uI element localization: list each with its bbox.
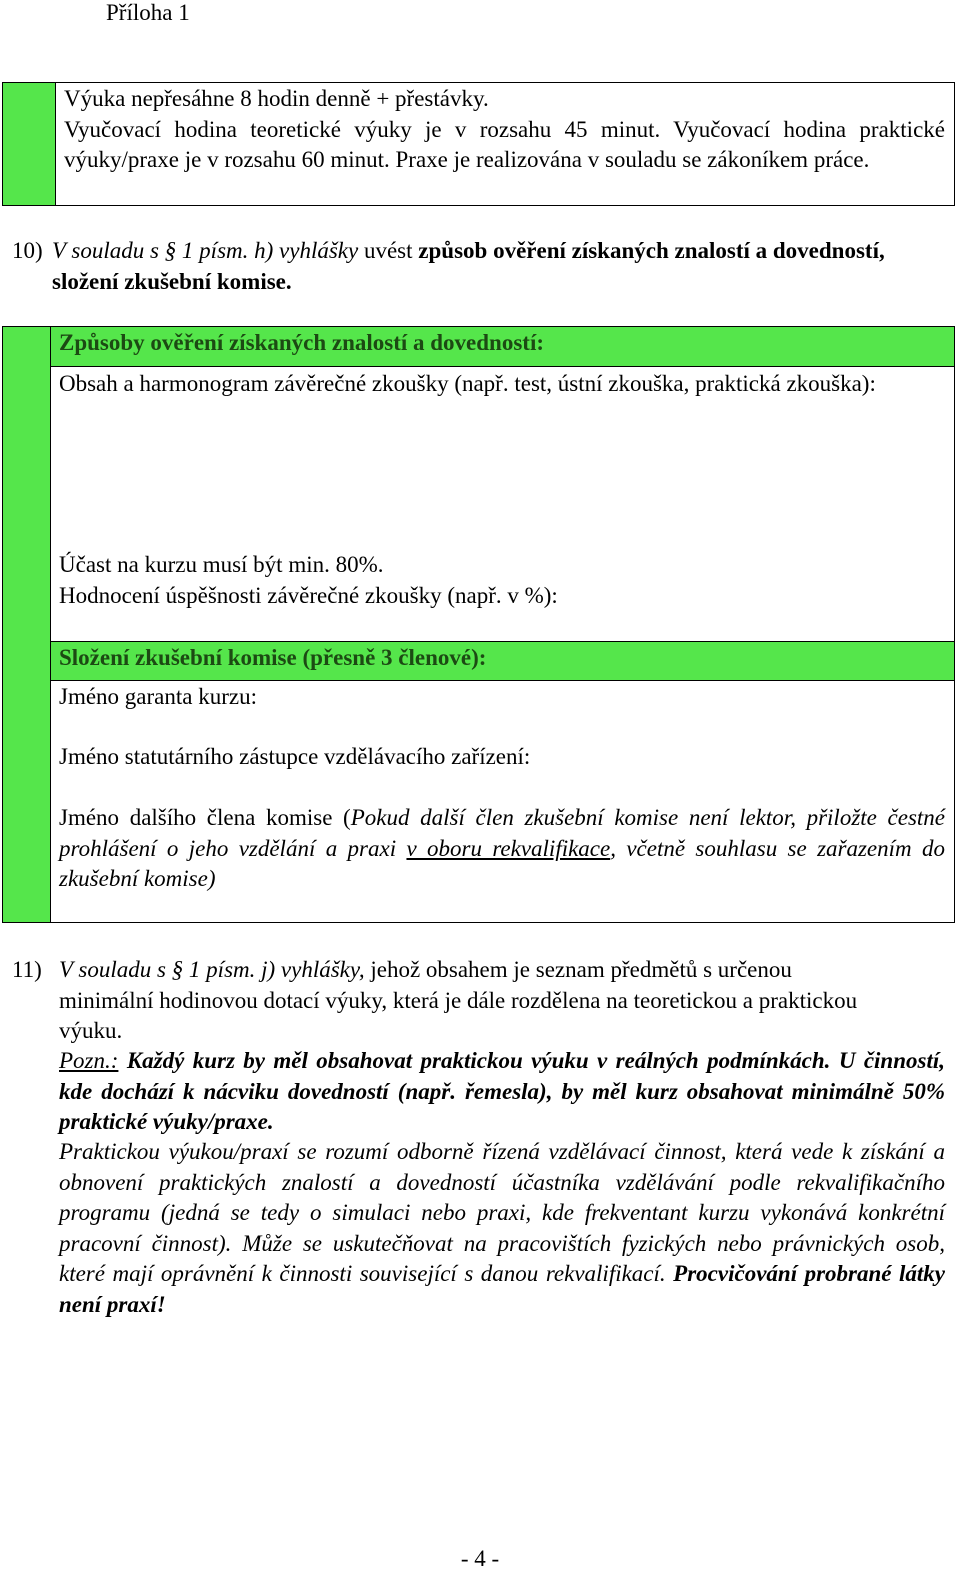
note-bold-text: Každý kurz by měl obsahovat praktickou výuku v reálných podmínkách. U činností, kde dochází k nácviku dovedností (např. řemesla), by měl kurz obsahovat minimálně 50% praktické výuky/praxe. (59, 1048, 945, 1134)
member-note-underline: v oboru rekvalifikace (406, 835, 611, 861)
page-number: - 4 - (460, 1546, 500, 1571)
lesson-length-paragraph: Vyučovací hodina teoretické výuky je v rozsahu 45 minut. Vyučovací hodina praktické výuky/praxe je v rozsahu 60 minut. Praxe je realizována v souladu se zákoníkem práce. (64, 116, 945, 172)
member-intro: Jméno dalšího člena komise ( (59, 805, 351, 830)
statutory-label: Jméno statutárního zástupce vzdělávacího zařízení: (59, 744, 531, 769)
section-11-body: jehož obsahem je seznam předmětů s určenou minimální hodinovou dotací výuky, která je dále rozdělena na teoretickou a praktickou výuku. (59, 957, 858, 1043)
page-header: Příloha 1 (106, 0, 190, 25)
section-10-reference: V souladu s § 1 písm. h) vyhlášky (52, 238, 359, 263)
evaluation-label: Hodnocení úspěšnosti závěrečné zkoušky (např. v %): (59, 583, 558, 608)
green-margin-bar (3, 327, 51, 922)
section-11-number: 11) (12, 957, 42, 982)
teaching-hours-text (64, 84, 945, 176)
exam-content-label: Obsah a harmonogram závěrečné zkoušky (např. test, ústní zkouška, praktická zkouška): (59, 371, 876, 396)
section-11-text (59, 955, 889, 1047)
committee-heading: Složení zkušební komise (přesně 3 členové): (59, 645, 487, 670)
section-10-text (52, 236, 932, 297)
note-label: Pozn.: (59, 1048, 119, 1073)
daily-limit-line: Výuka nepřesáhne 8 hodin denně + přestávky. (64, 86, 489, 111)
member-note-end: , včetně souhlasu se zařazením do zkušební komise) (59, 835, 945, 891)
attendance-text: Účast na kurzu musí být min. 80%. (59, 552, 384, 577)
committee-member-text (59, 803, 945, 895)
practice-definition-italic: Praktickou výukou/praxí se rozumí odborně řízená vzdělávací činnost, která vede k získání a obnovení praktických znalostí a dovedností účastníka vzdělávání podle rekvalifikačního programu (jedná se tedy o simulaci nebo praxi, kde frekventant kurzu vykonává konkrétní pracovní činnost). Může se uskutečňovat na pracovištích fyzických nebo právnických osob, které mají oprávnění k činnosti související s danou rekvalifikací. (59, 1139, 945, 1286)
practice-definition (59, 1137, 945, 1320)
section-11-reference: V souladu s § 1 písm. j) vyhlášky, (59, 957, 365, 982)
guarantor-label: Jméno garanta kurzu: (59, 684, 257, 709)
practice-definition-bold: Procvičování probrané látky není praxí! (59, 1261, 945, 1317)
exam-methods-heading: Způsoby ověření získaných znalostí a dovedností: (59, 330, 544, 355)
section-10-bold: způsob ověření získaných znalostí a dovedností, složení zkušební komise. (52, 238, 885, 294)
green-margin-bar (3, 83, 56, 205)
section-10-number: 10) (12, 238, 43, 263)
section-11-note (59, 1046, 945, 1138)
section-10-mid: uvést (358, 238, 419, 263)
member-note: Pokud další člen zkušební komise není lektor, přiložte čestné prohlášení o jeho vzdělání a praxi (59, 805, 945, 861)
